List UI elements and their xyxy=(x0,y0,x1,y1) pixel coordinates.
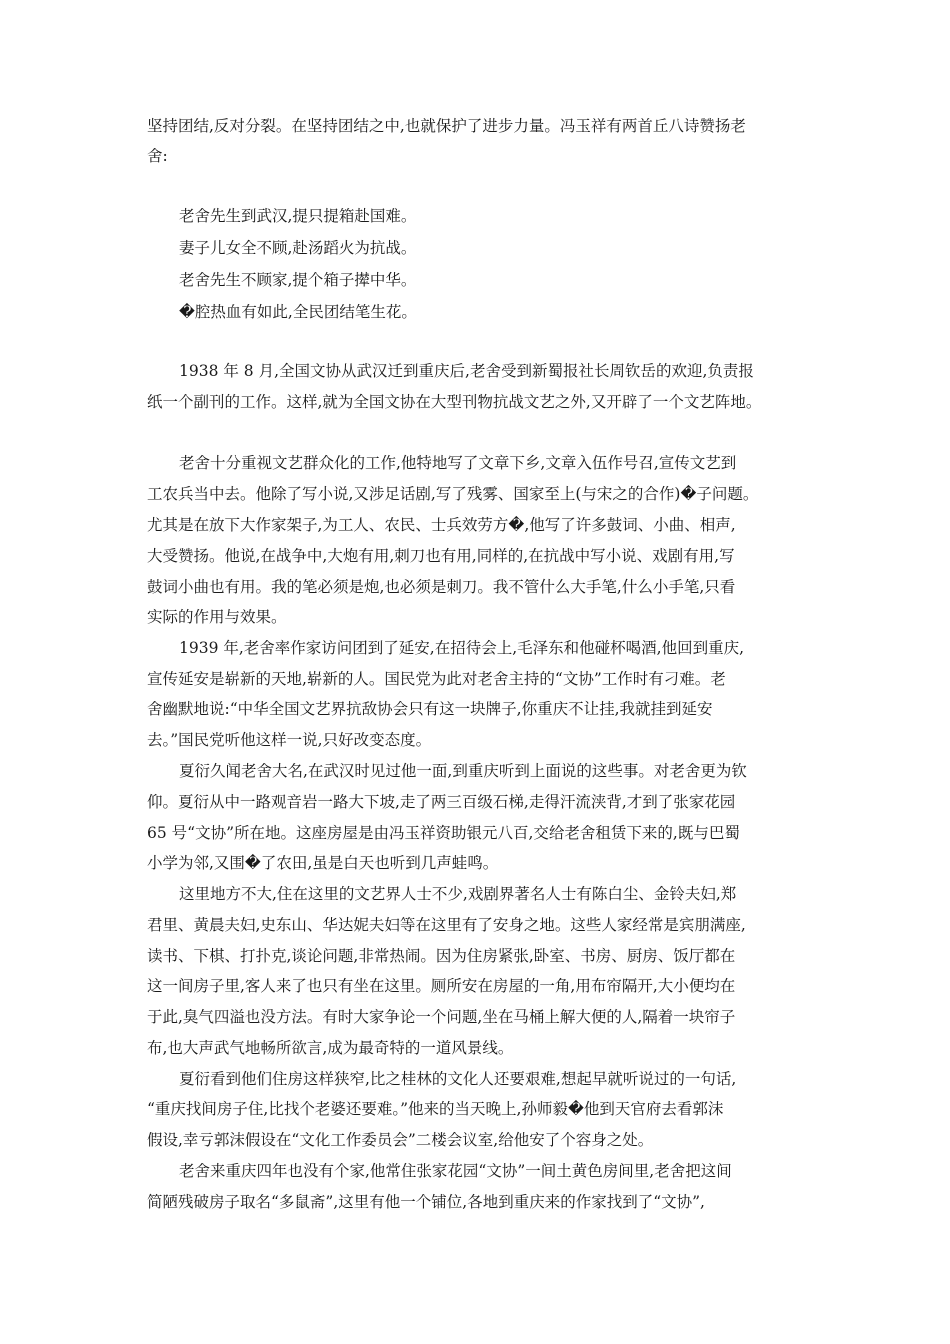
text-line: 读书、下棋、打扑克,谈论问题,非常热闹。因为住房紧张,卧室、书房、厨房、饭厅都在 xyxy=(147,947,736,965)
text-line: 大受赞扬。他说,在战争中,大炮有用,刺刀也有用,同样的,在抗战中写小说、戏剧有用,写 xyxy=(147,547,735,565)
text-line: 舍: xyxy=(147,147,168,165)
text-line: 去。”国民党听他这样一说,只好改变态度。 xyxy=(147,731,432,749)
text-line: 老舍十分重视文艺群众化的工作,他特地写了文章下乡,文章入伍作号召,宣传文艺到 xyxy=(179,454,737,472)
text-line: 纸一个副刊的工作。这样,就为全国文协在大型刊物抗战文艺之外,又开辟了一个文艺阵地。 xyxy=(147,393,762,411)
poem-line: 老舍先生不顾家,提个箱子撵中华。 xyxy=(179,271,417,289)
text-line: 于此,臭气四溢也没方法。有时大家争论一个问题,坐在马桶上解大便的人,隔着一块帘子 xyxy=(147,1008,736,1026)
text-line: 仰。夏衍从中一路观音岩一路大下坡,走了两三百级石梯,走得汗流浃背,才到了张家花园 xyxy=(147,793,736,811)
text-line: 老舍来重庆四年也没有个家,他常住张家花园“文协”一间土黄色房间里,老舍把这间 xyxy=(179,1162,732,1180)
text-line: 宣传延安是崭新的天地,崭新的人。国民党为此对老舍主持的“文协”工作时有刁难。老 xyxy=(147,670,726,688)
text-line: 这里地方不大,住在这里的文艺界人士不少,戏剧界著名人士有陈白尘、金铃夫妇,郑 xyxy=(179,885,737,903)
poem-line: 妻子儿女全不顾,赴汤蹈火为抗战。 xyxy=(179,239,417,257)
text-line: 实际的作用与效果。 xyxy=(147,608,287,626)
text-line: 夏衍久闻老舍大名,在武汉时见过他一面,到重庆听到上面说的这些事。对老舍更为钦 xyxy=(179,762,747,780)
text-line: 君里、黄晨夫妇,史东山、华达妮夫妇等在这里有了安身之地。这些人家经常是宾朋满座, xyxy=(147,916,746,934)
text-line: “重庆找间房子住,比找个老婆还要难。”他来的当天晚上,孙师毅�他到天官府去看郭沫 xyxy=(147,1100,724,1118)
text-line: 布,也大声武气地畅所欲言,成为最奇特的一道风景线。 xyxy=(147,1039,514,1057)
text-line: 1938 年 8 月,全国文协从武汉迁到重庆后,老舍受到新蜀报社长周钦岳的欢迎,负责报 xyxy=(179,362,754,380)
text-line: 舍幽默地说:“中华全国文艺界抗敌协会只有这一块牌子,你重庆不让挂,我就挂到延安 xyxy=(147,700,713,718)
text-line: 假设,幸亏郭沫假设在“文化工作委员会”二楼会议室,给他安了个容身之处。 xyxy=(147,1131,654,1149)
text-line: 工农兵当中去。他除了写小说,又涉足话剧,写了残雾、国家至上(与宋之的合作)�子问题。 xyxy=(147,485,759,503)
poem-line: �腔热血有如此,全民团结笔生花。 xyxy=(179,303,417,321)
text-line: 小学为邻,又围�了农田,虽是白天也听到几声蛙鸣。 xyxy=(147,854,499,872)
text-line: 鼓词小曲也有用。我的笔必须是炮,也必须是刺刀。我不管什么大手笔,什么小手笔,只看 xyxy=(147,578,736,596)
text-line: 尤其是在放下大作家架子,为工人、农民、士兵效劳方�,他写了许多鼓词、小曲、相声, xyxy=(147,516,736,534)
text-line: 夏衍看到他们住房这样狭窄,比之桂林的文化人还要艰难,想起早就听说过的一句话, xyxy=(179,1070,737,1088)
text-line: 这一间房子里,客人来了也只有坐在这里。厕所安在房屋的一角,用布帘隔开,大小便均在 xyxy=(147,977,736,995)
text-line: 坚持团结,反对分裂。在坚持团结之中,也就保护了进步力量。冯玉祥有两首丘八诗赞扬老 xyxy=(147,117,746,135)
text-line: 65 号“文协”所在地。这座房屋是由冯玉祥资助银元八百,交给老舍租赁下来的,既与巴蜀 xyxy=(147,824,740,842)
text-line: 简陋残破房子取名“多鼠斋”,这里有他一个铺位,各地到重庆来的作家找到了“文协”, xyxy=(147,1193,705,1211)
poem-line: 老舍先生到武汉,提只提箱赴国难。 xyxy=(179,207,417,225)
text-line: 1939 年,老舍率作家访问团到了延安,在招待会上,毛泽东和他碰杯喝酒,他回到重庆, xyxy=(179,639,745,657)
